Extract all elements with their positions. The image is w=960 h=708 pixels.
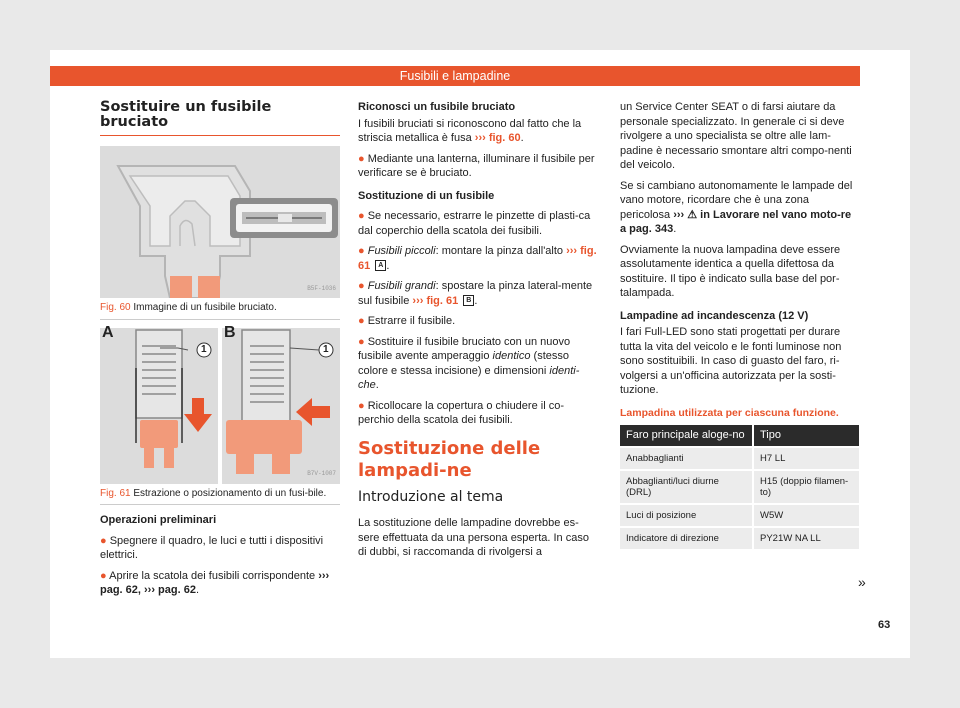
caption-text: Estrazione o posizionamento di un fusi-bile.	[133, 487, 327, 499]
bullet-dot: ●	[100, 569, 107, 582]
fig-61-link[interactable]: ››› fig. 61	[358, 245, 597, 272]
figure-number: Fig. 61	[100, 487, 131, 499]
paragraph: Ovviamente la nuova lampadina deve essere assolutamente identica a quella difettosa da sostituire. Il tipo è indicato sulla base del por-talampada.	[620, 243, 841, 299]
bullet-item	[358, 399, 598, 428]
table-row	[620, 504, 859, 527]
recognize-heading: Riconosci un fusibile bruciato	[358, 101, 516, 113]
emphasis: identico	[492, 350, 531, 362]
bullet-item	[100, 569, 340, 598]
fuse-extraction-illustration	[100, 323, 340, 484]
bullet-item	[358, 279, 598, 308]
warning-reference-link[interactable]: ››› ⚠ in Lavorare nel vano moto-re a pag. 343	[620, 208, 852, 235]
paragraph-text: Se si cambiano autonomamente le lampade del vano motore, ricordare che è una zona pericolosa	[620, 179, 853, 221]
page-number: 63	[878, 619, 891, 631]
bullet-dot: ●	[358, 280, 365, 292]
fig-61-link[interactable]: ››› fig. 61	[412, 294, 459, 307]
table-cell: Anabbaglianti	[620, 447, 753, 470]
paragraph: I fari Full-LED sono stati progettati per durare tutta la vita del veicolo e le fonti luminose non sono sostituibili. In caso di guasto del faro, ri-volgersi a un'officina autorizzata per la sosti-tuzione.	[620, 326, 842, 396]
panel-a-label: A	[102, 323, 114, 341]
table-row	[620, 527, 859, 549]
incandescent-heading: Lampadine ad incandescenza (12 V)	[620, 309, 809, 322]
emphasis: Fusibili piccoli	[367, 245, 436, 257]
column-2	[358, 100, 598, 566]
bullet-item	[358, 209, 598, 238]
table-cell: H15 (doppio filamen-to)	[753, 470, 859, 504]
intro-paragraph: La sostituzione delle lampadine dovrebbe es-sere effettuata da una persona esperta. In caso di dubbi, si raccomanda di rivolgersi a	[358, 517, 589, 558]
box-a-icon: A	[375, 260, 386, 271]
bullet-dot: ●	[358, 335, 365, 348]
paragraph	[358, 117, 598, 146]
bulb-table	[620, 425, 859, 549]
subsection-heading: Introduzione al tema	[358, 488, 504, 505]
callout-1-b: 1	[323, 343, 329, 355]
bullet-dot: ●	[358, 245, 365, 257]
bullet-text: Aprire la scatola dei fusibili corrispondente	[109, 569, 316, 582]
bullet-dot: ●	[358, 399, 365, 412]
ops-heading: Operazioni preliminari	[100, 514, 217, 526]
bullet-text: : montare la pinza dall'alto	[435, 245, 564, 257]
figure-61	[100, 323, 340, 484]
paragraph: un Service Center SEAT o di farsi aiutare da personale specializzato. In generale ci si deve rivolgere a uno specialista se oltre alle lam-padine è necessario smontare altri compo-nenti del veicolo.	[620, 101, 852, 171]
emphasis: Fusibili grandi	[367, 280, 436, 292]
continue-icon: »	[858, 574, 866, 590]
bullet-dot: ●	[358, 210, 365, 222]
chapter-heading: Sostituzione delle lampadi-ne	[358, 437, 541, 481]
bullet-text: Ricollocare la copertura o chiudere il co-perchio della scatola dei fusibili.	[358, 399, 564, 426]
callout-1-a: 1	[201, 343, 207, 355]
bullet-text: Sostituire il fusibile bruciato con un nuovo fusibile avente amperaggio	[358, 335, 571, 362]
bullet-item	[358, 244, 598, 273]
figure-number: Fig. 60	[100, 302, 131, 313]
paragraph	[620, 179, 860, 237]
table-header-row	[620, 425, 859, 447]
figure-60	[100, 146, 340, 298]
period: .	[375, 379, 379, 391]
figure-code: B5F-1036	[307, 284, 336, 292]
bullet-text: Spegnere il quadro, le luci e tutti i dispositivi elettrici.	[100, 534, 324, 561]
bullet-text: Mediante una lanterna, illuminare il fusibile per verificare se è bruciato.	[358, 152, 595, 179]
page-reference-link[interactable]: ››› pag. 62, ››› pag. 62	[100, 569, 330, 596]
column-header: Faro principale aloge-no	[620, 425, 753, 447]
bullet-text: Estrarre il fusibile.	[367, 315, 456, 327]
bullet-dot: ●	[100, 534, 107, 547]
table-row	[620, 447, 859, 470]
table-cell: Abbaglianti/luci diurne (DRL)	[620, 470, 753, 504]
box-b-icon: B	[463, 295, 474, 306]
column-1	[100, 100, 340, 604]
replace-heading: Sostituzione di un fusibile	[358, 189, 495, 202]
paragraph-text: I fusibili bruciati si riconoscono dal fatto che la striscia metallica è fusa	[358, 117, 582, 144]
period: .	[386, 259, 390, 272]
period: .	[520, 132, 524, 144]
section-heading: Sostituire un fusibile bruciato	[100, 100, 340, 136]
bullet-item	[358, 152, 598, 181]
caption-text: Immagine di un fusibile bruciato.	[133, 302, 277, 313]
bullet-text: : spostare la pinza lateral-mente sul fusibile	[358, 280, 593, 307]
period: .	[195, 584, 200, 596]
blown-fuse-illustration	[100, 146, 340, 298]
period: .	[673, 223, 677, 235]
emphasis: identi-che	[358, 364, 580, 391]
bullet-dot: ●	[358, 152, 365, 165]
column-header: Tipo	[753, 425, 859, 447]
figure-code: B7V-1007	[307, 470, 336, 477]
column-3	[620, 100, 860, 549]
table-cell: Indicatore di direzione	[620, 527, 753, 549]
table-cell: H7 LL	[753, 447, 859, 470]
table-title: Lampadina utilizzata per ciascuna funzione.	[620, 406, 839, 419]
bullet-item	[100, 534, 340, 563]
table-row	[620, 470, 859, 504]
figure-61-caption	[100, 484, 340, 506]
figure-60-caption	[100, 298, 340, 320]
bullet-dot: ●	[358, 315, 365, 327]
bullet-item	[358, 314, 598, 329]
bullet-text: Se necessario, estrarre le pinzette di plasti-ca dal coperchio della scatola dei fusibili.	[358, 210, 591, 237]
table-cell: Luci di posizione	[620, 504, 753, 527]
bullet-text: (stesso colore e stessa incisione) e dimensioni	[358, 350, 569, 377]
table-cell: PY21W NA LL	[753, 527, 859, 549]
panel-b-label: B	[224, 323, 236, 341]
bullet-item	[358, 335, 598, 393]
section-header: Fusibili e lampadine	[50, 66, 860, 86]
table-cell: W5W	[753, 504, 859, 527]
period: .	[474, 294, 478, 307]
fig-60-link[interactable]: ››› fig. 60	[474, 132, 521, 144]
